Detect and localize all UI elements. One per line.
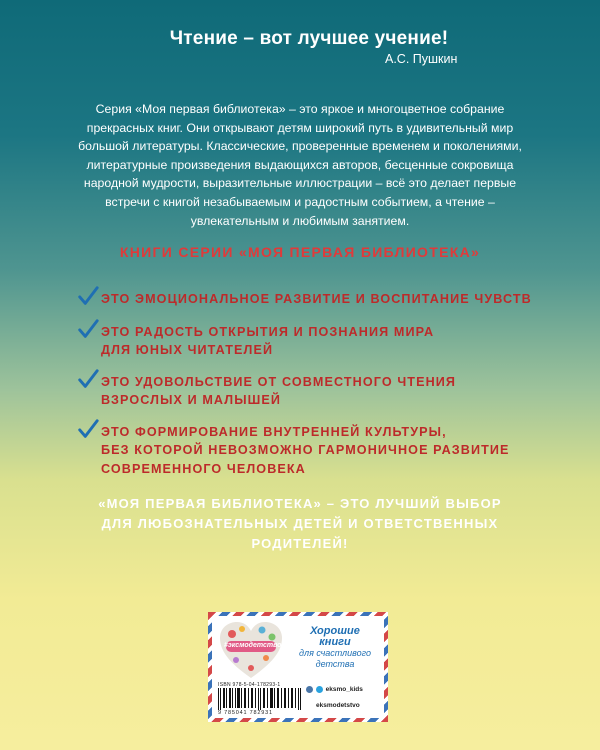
publisher-tagline (288, 626, 382, 670)
vk-icon (306, 686, 313, 693)
benefit-line: ЭТО РАДОСТЬ ОТКРЫТИЯ И ПОЗНАНИЯ МИРА (101, 324, 435, 339)
logo-text: #эксмодетство (224, 642, 282, 649)
quote-block (0, 28, 600, 66)
closing-statement (60, 494, 540, 554)
publisher-card-inner (212, 616, 384, 718)
benefit-line: ЭТО УДОВОЛЬСТВИЕ ОТ СОВМЕСТНОГО ЧТЕНИЯ (101, 374, 457, 389)
checkmark-icon (77, 318, 99, 340)
tagline-line: детства (315, 659, 355, 669)
benefit-line: ВЗРОСЛЫХ И МАЛЫШЕЙ (101, 393, 282, 407)
benefits-list (75, 284, 545, 478)
benefits-heading: КНИГИ СЕРИИ «МОЯ ПЕРВАЯ БИБЛИОТЕКА» (119, 244, 481, 260)
tagline-line: Хорошие (310, 625, 360, 637)
benefit-item (75, 423, 545, 479)
benefit-item (75, 323, 545, 360)
series-description: Серия «Моя первая библиотека» – это яркое и многоцветное собрание прекрасных книг. Они открывают детям широкий путь в удивительный мир большой литературы. Классические, проверенные временем и поколениями, литературные произведения выдающихся авторов, бесценные сокровища народной мудрости, выразительные иллюстрации – всё это делает первые встречи с книгой незабываемым и радостным событием, а чтение – увлекательным и любимым занятием. (78, 102, 522, 228)
tagline-line: книги (319, 636, 351, 648)
benefit-item (75, 373, 545, 410)
checkmark-icon (77, 368, 99, 390)
quote-author: А.С. Пушкин (385, 52, 458, 66)
benefit-line: БЕЗ КОТОРОЙ НЕВОЗМОЖНО ГАРМОНИЧНОЕ РАЗВИТИЕ (101, 443, 510, 457)
benefit-line: ДЛЯ ЮНЫХ ЧИТАТЕЛЕЙ (101, 343, 274, 357)
quote-text: Чтение – вот лучшее учение! (169, 28, 449, 49)
closing-line: «МОЯ ПЕРВАЯ БИБЛИОТЕКА» – ЭТО ЛУЧШИЙ ВЫБОР (98, 496, 502, 511)
closing-line: ДЛЯ ЛЮБОЗНАТЕЛЬНЫХ ДЕТЕЙ И ОТВЕТСТВЕННЫХ (101, 516, 499, 531)
benefit-line: ЭТО ФОРМИРОВАНИЕ ВНУТРЕННЕЙ КУЛЬТУРЫ, (101, 424, 447, 439)
barcode-number: 9 785041 782931 (218, 710, 273, 716)
benefit-line: СОВРЕМЕННОГО ЧЕЛОВЕКА (101, 461, 306, 476)
heart-logo-icon (218, 620, 284, 680)
telegram-icon (316, 686, 323, 693)
closing-line: РОДИТЕЛЕЙ! (251, 536, 349, 551)
benefit-line: ЭТО ЭМОЦИОНАЛЬНОЕ РАЗВИТИЕ И ВОСПИТАНИЕ ЧУВСТВ (101, 292, 532, 306)
publisher-site: eksmodetstvo (316, 702, 360, 709)
social-handle-text: eksmo_kids (325, 686, 363, 694)
barcode-icon (218, 688, 302, 710)
isbn-label: ISBN 978-5-04-178293-1 (218, 682, 281, 688)
publisher-card (208, 612, 388, 722)
checkmark-icon (77, 418, 99, 440)
checkmark-icon (77, 285, 99, 307)
benefit-item (75, 290, 545, 309)
tagline-line: для счастливого (299, 648, 371, 658)
social-handle (306, 686, 363, 693)
